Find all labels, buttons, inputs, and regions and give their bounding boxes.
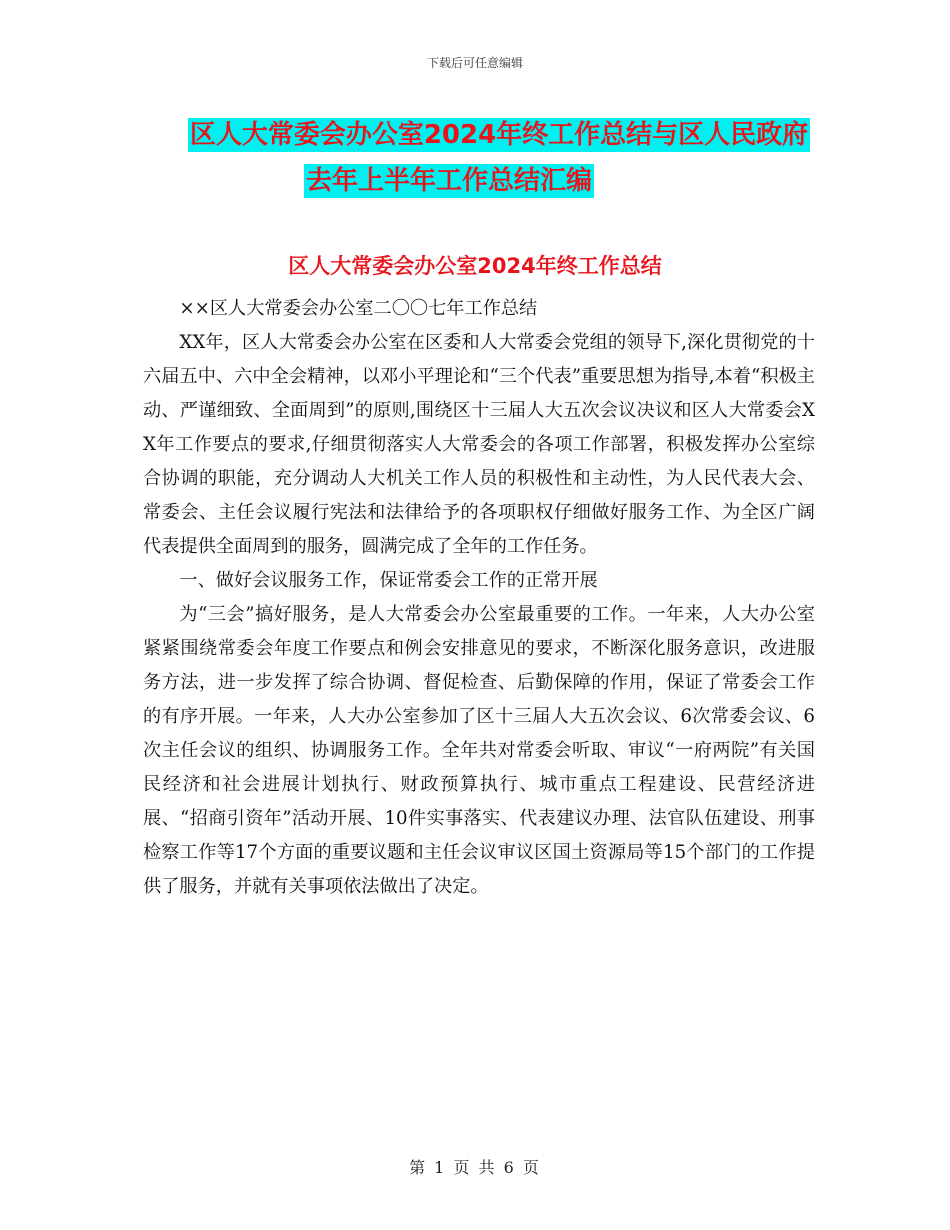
paragraph-intro: XX年，区人大常委会办公室在区委和人大常委会党组的领导下,深化贯彻党的十六届五中、六中全会精神，以邓小平理论和“三个代表”重要思想为指导,本着“积极主动、严谨细致、全面周到”的原则,围绕区十三届人大五次会议决议和区人大常委会XX年工作要点的要求,仔细贯彻落实人大常委会的各项工作部署，积极发挥办公室综合协调的职能，充分调动人大机关工作人员的积极性和主动性，为人民代表大会、常委会、主任会议履行宪法和法律给予的各项职权仔细做好服务工作、为全区广阔代表提供全面周到的服务，圆满完成了全年的工作任务。 — [143, 332, 815, 557]
document-body — [143, 292, 815, 904]
section-title: 区人大常委会办公室2024年终工作总结 — [288, 254, 662, 278]
page-number: 第 1 页 共 6 页 — [409, 1158, 541, 1177]
paragraph-meeting-service: 为“三会”搞好服务，是人大常委会办公室最重要的工作。一年来，人大办公室紧紧围绕常委会年度工作要点和例会安排意见的要求，不断深化服务意识，改进服务方法，进一步发挥了综合协调、督促检查、后勤保障的作用，保证了常委会工作的有序开展。一年来，人大办公室参加了区十三届人大五次会议、6次常委会议、6次主任会议的组织、协调服务工作。全年共对常委会听取、审议“一府两院”有关国民经济和社会进展计划执行、财政预算执行、城市重点工程建设、民营经济进展、“招商引资年”活动开展、10件实事落实、代表建议办理、法官队伍建设、刑事检察工作等17个方面的重要议题和主任会议审议区国土资源局等15个部门的工作提供了服务，并就有关事项依法做出了决定。 — [143, 604, 815, 897]
document-title-text-2: 去年上半年工作总结汇编 — [305, 166, 592, 196]
paragraph-heading-1: 一、做好会议服务工作，保证常委会工作的正常开展 — [179, 570, 598, 591]
page-header-note: 下载后可任意编辑 — [426, 56, 523, 70]
paragraph-subtitle: ××区人大常委会办公室二〇〇七年工作总结 — [179, 298, 538, 319]
document-title-line-2 — [0, 160, 950, 197]
document-title-text-1: 区人大常委会办公室2024年终工作总结与区人民政府 — [189, 120, 809, 150]
document-title-line-1 — [0, 114, 950, 151]
